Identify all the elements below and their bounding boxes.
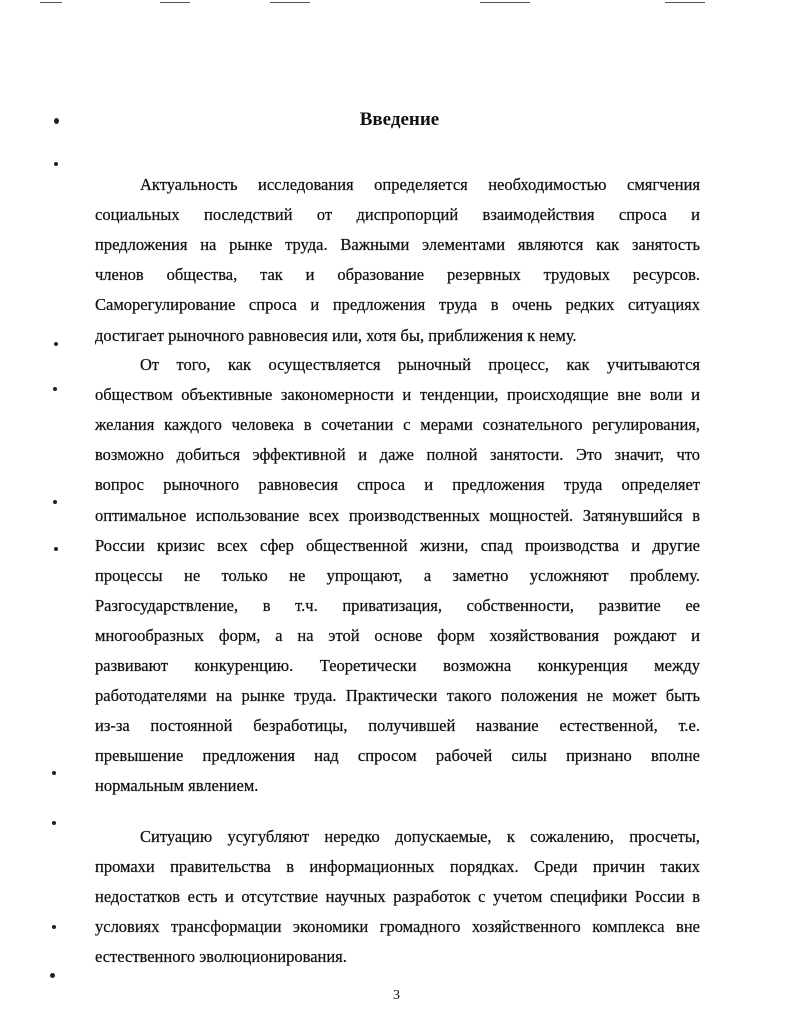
paragraph-line: Ситуацию усугубляют нередко допускаемые, к сожалению, просчеты,	[140, 827, 700, 846]
scan-speck	[53, 500, 57, 504]
paragraph-line: процессы не только не упрощают, а заметно усложняют проблему.	[95, 565, 700, 585]
paragraph-line: многообразных форм, а на этой основе форм хозяйствования рождают и	[95, 625, 700, 645]
paragraph-line: промахи правительства в информационных порядках. Среди причин таких	[95, 857, 700, 877]
paragraph-line: развивают конкуренцию. Теоретически возможна конкуренция между	[95, 656, 700, 675]
page-title: Введение	[359, 109, 440, 130]
paragraph-line: России кризис всех сфер общественной жизни, спад производства и другие	[95, 535, 700, 555]
paragraph-line: нормальным явлением.	[95, 776, 259, 796]
paragraph-line: обществом объективные закономерности и тенденции, происходящие вне воли и	[95, 385, 700, 405]
scan-artifact	[40, 2, 62, 3]
paragraph-line: членов общества, так и образование резервных трудовых ресурсов.	[95, 265, 700, 285]
paragraph-line: возможно добиться эффективной и даже полной занятости. Это значит, что	[95, 445, 700, 465]
paragraph-line: недостатков есть и отсутствие научных разработок с учетом специфики России в	[95, 887, 700, 907]
scan-speck	[50, 973, 55, 978]
paragraph-line: вопрос рыночного равновесия спроса и предложения труда определяет	[95, 475, 700, 495]
paragraph-line: Разгосударствление, в т.ч. приватизация, собственности, развитие ее	[95, 595, 700, 615]
scan-speck	[52, 821, 56, 825]
paragraph-line: социальных последствий от диспропорций взаимодействия спроса и	[95, 205, 700, 225]
scan-speck	[52, 771, 56, 775]
scan-artifact	[665, 2, 705, 3]
scan-speck	[53, 387, 57, 391]
scan-artifact	[270, 2, 310, 3]
paragraph-line: оптимальное использование всех производственных мощностей. Затянувшийся в	[95, 505, 700, 525]
paragraph-line: условиях трансформации экономики громадного хозяйственного комплекса вне	[95, 917, 700, 937]
paragraph-line: превышение предложения над спросом рабочей силы признано вполне	[95, 746, 700, 766]
scan-speck	[54, 118, 59, 124]
page-number: 3	[393, 988, 400, 1003]
scan-artifact	[480, 2, 530, 3]
paragraph-line: От того, как осуществляется рыночный процесс, как учитываются	[140, 355, 700, 374]
paragraph-line: из-за постоянной безработицы, получившей название естественной, т.е.	[95, 716, 700, 736]
paragraph-line: предложения на рынке труда. Важными элементами являются как занятость	[95, 235, 700, 255]
paragraph-line: желания каждого человека в сочетании с мерами сознательного регулирования,	[95, 415, 700, 435]
scan-speck	[54, 342, 58, 346]
scan-speck	[54, 547, 58, 551]
scan-artifact	[160, 2, 190, 3]
paragraph-line: работодателями на рынке труда. Практически такого положения не может быть	[95, 686, 700, 706]
paragraph-line: достигает рыночного равновесия или, хотя бы, приближения к нему.	[95, 325, 577, 345]
paragraph-line: естественного эволюционирования.	[95, 947, 347, 967]
paragraph-line: Саморегулирование спроса и предложения труда в очень редких ситуациях	[95, 295, 700, 315]
paragraph-line: Актуальность исследования определяется необходимостью смягчения	[140, 175, 700, 194]
scan-speck	[54, 162, 58, 166]
scan-speck	[52, 925, 56, 929]
